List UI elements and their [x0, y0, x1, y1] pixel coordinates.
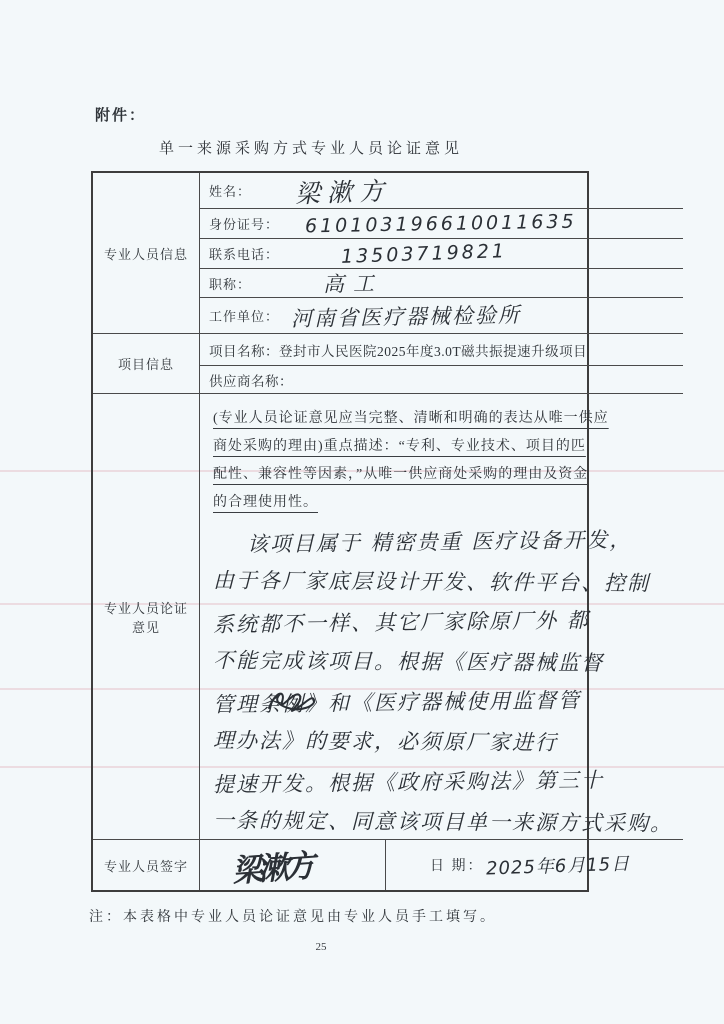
opinion-handwritten-line: 理办法》的要求，必须原厂家进行 — [212, 728, 559, 755]
signature-handwriting: 梁漱方 — [231, 847, 312, 890]
section-label-project-info: 项目信息 — [93, 333, 199, 393]
form-table — [91, 171, 674, 892]
section-label-opinion: 专业人员论证意见 — [93, 393, 199, 839]
phone-handwritten-value: 13503719821 — [340, 239, 508, 268]
work-unit-handwritten-value: 河南省医疗器械检验所 — [290, 302, 522, 331]
row-name — [199, 173, 683, 208]
date-label: 日 期： — [430, 859, 484, 874]
opinion-printed-line: 配性、兼容性等因素，”从唯一供应商处采购的理由及资金 — [213, 467, 589, 482]
signature-area — [200, 840, 385, 890]
row-phone — [199, 238, 683, 268]
supplier-name-label: 供应商名称： — [209, 373, 293, 389]
row-work-unit — [199, 297, 683, 333]
name-label: 姓名： — [209, 184, 252, 199]
opinion-handwritten-line: 由于各厂家底层设计开发、软件平台、控制 — [212, 568, 651, 596]
document-title: 单一来源采购方式专业人员论证意见 — [158, 141, 463, 157]
opinion-handwritten-line: 不能完成该项目。根据《医疗器械监督 — [212, 648, 605, 676]
opinion-handwritten-line: 该项目属于 精密贵重 医疗设备开发， — [246, 527, 633, 557]
footnote: 注：本表格中专业人员论证意见由专业人员手工填写。 — [89, 910, 497, 925]
opinion-handwritten-line: 提速开发。根据《政府采购法》第三十 — [212, 768, 605, 797]
opinion-handwritten-line: 系统都不一样、其它厂家除原厂外 都 — [212, 608, 590, 637]
name-handwritten-value: 梁漱方 — [294, 175, 392, 209]
date-cell — [385, 840, 683, 890]
row-project-name — [199, 333, 683, 365]
opinion-printed-line: 商处采购的理由)重点描述：“专利、专业技术、项目的匹 — [213, 439, 586, 454]
id-number-handwritten-value: 610103196610011635 — [304, 210, 577, 237]
job-title-handwritten-value: 高工 — [322, 271, 384, 297]
job-title-label: 职称： — [209, 276, 252, 292]
section-label-personnel-info: 专业人员信息 — [103, 246, 188, 262]
section-label-signature: 专业人员签字 — [93, 839, 199, 890]
opinion-printed-line: (专业人员论证意见应当完整、清晰和明确的表达从唯一供应 — [213, 411, 609, 426]
phone-label: 联系电话： — [209, 247, 280, 262]
opinion-handwritten-block — [213, 522, 673, 842]
page-number: 25 — [315, 941, 327, 953]
opinion-cell — [199, 393, 683, 839]
opinion-handwritten-line: 管理条例》和《医疗器械使用监督管 — [212, 688, 582, 717]
opinion-printed-line: 的合理使用性。 — [213, 495, 318, 510]
row-supplier-name — [199, 365, 683, 393]
attachment-label: 附件： — [95, 108, 147, 124]
signature-row — [199, 839, 683, 890]
work-unit-label: 工作单位： — [209, 309, 280, 324]
id-number-label: 身份证号： — [209, 217, 280, 232]
project-name-label: 项目名称： — [209, 343, 279, 359]
date-handwritten-value: 2025年6月15日 — [485, 853, 631, 880]
opinion-handwritten-line: 一条的规定、同意该项目单一来源方式采购。 — [212, 808, 674, 836]
project-name-value: 登封市人民医院2025年度3.0T磁共振提速升级项目 — [279, 343, 588, 359]
row-id-number — [199, 208, 683, 238]
row-job-title — [199, 268, 683, 297]
